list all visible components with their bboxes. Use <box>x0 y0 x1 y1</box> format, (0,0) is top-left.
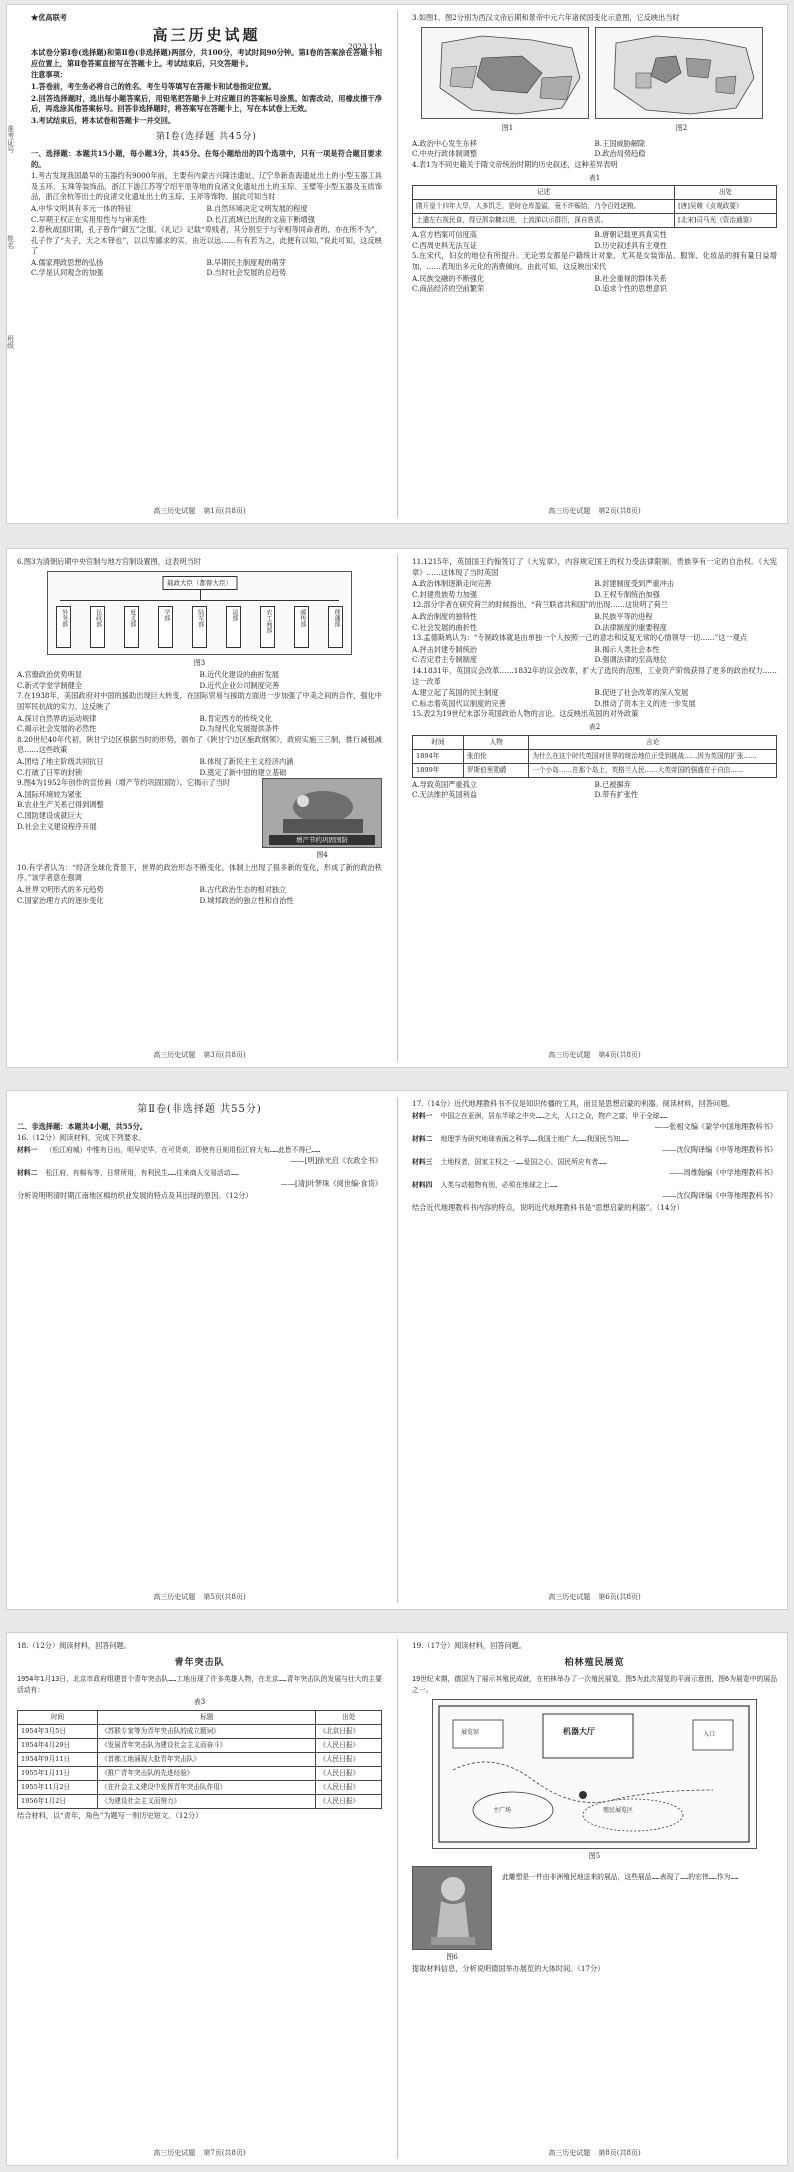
option: D.法律制度的重要程度 <box>594 622 667 632</box>
option: D.追求个性的思想意识 <box>594 284 667 294</box>
ministry-box: 民政部 <box>90 606 105 648</box>
option: A.政治制度的独特性 <box>412 611 477 621</box>
material: 材料一 （松江府城）中惟有日出，明早完毕，在可货卖，即使有日则用松江府大布……此皆不得已…… <box>17 1145 321 1154</box>
material-source: ——沈仪陶译编《中等地理教科书》 <box>661 1191 777 1201</box>
sheet-1 <box>6 4 788 524</box>
question-8-stem: 8.20世纪40年代初，陕甘宁边区根据当时的形势，颁布了《陕甘宁边区施政纲领》，政府实施三三制，推行减租减息……这些政策 <box>17 734 382 755</box>
option: B.肯定西方的传统文化 <box>199 713 272 723</box>
material-source: ——[清]叶梦珠《阅世编·食货》 <box>280 1179 382 1189</box>
ministry-box: 农工商部 <box>260 606 275 648</box>
option: A.团结了地主阶级共同抗日 <box>17 756 104 766</box>
side-label-exam-no: 准考证号 <box>7 125 15 153</box>
option: A.世界文明形式的多元趋势 <box>17 884 104 894</box>
material: 材料二 松江府，有棉布等，日常所用，有利民生……往来商人交易活动…… <box>17 1168 239 1177</box>
question-5-stem: 5.在宋代，妇女的地位有所提升。无论男女都是户籍统计对象，尤其是女装饰品、服饰、化妆品的拥有量日益增加，……表现出多元化的消费倾向。由此可知，这反映出宋代 <box>412 251 777 271</box>
question-4-options <box>412 230 777 251</box>
option: D.历史叙述具有主观性 <box>594 240 667 250</box>
table-3 <box>17 1710 382 1809</box>
material-source: ——[明]徐光启《农政全书》 <box>290 1156 382 1166</box>
figure-5-caption: 图5 <box>588 1852 601 1861</box>
table-row: 上遣左右视民食，得豆屑杂糠以进，上流涕以示群臣，深自咎责。 [北宋]司马光《资治通鉴》 <box>413 214 777 228</box>
table-row: 1954年3月5日 《苏联专家等为青年突击队的成立题词》 《北京日报》 <box>18 1724 382 1738</box>
page-divider <box>397 555 398 1061</box>
page-7 <box>7 1633 392 2165</box>
option: A.官方档案可信度高 <box>412 230 477 240</box>
option: B.自然环境决定文明发展的程度 <box>206 203 308 213</box>
option: D.为现代化发展提供条件 <box>199 724 280 734</box>
table-header: 标题 <box>98 1710 316 1724</box>
question-14-options <box>412 688 777 709</box>
option: C.国防建设成就巨大 <box>17 810 83 820</box>
option: D.近代企业公司制度完善 <box>199 680 280 690</box>
question-2-options <box>31 258 382 279</box>
section-1-title: 第Ⅰ卷(选择题 共45分) <box>156 132 257 143</box>
question-11-stem: 11.1215年，英国国王约翰签订了《大宪章》，内容规定国王的权力受法律限制，贵族享有一定的自治权。《大宪章》……这体现了当时英国 <box>412 557 777 577</box>
option: C.否定君主专制制度 <box>412 655 478 665</box>
option: B.民族平等的进程 <box>594 611 653 621</box>
notice-item: 3.考试结束后，将本试卷和答题卡一并交回。 <box>31 115 176 125</box>
material: 材料四 人类与动植物有别，必须在地球之上…… <box>412 1180 558 1189</box>
option: B.促进了社会改革的深入发展 <box>594 688 689 698</box>
figure-6-description: 此雕塑是一件由非洲殖民地送来的展品，这些展品……表现了……的宏伟……作为…… <box>502 1872 739 1881</box>
option: C.封建贵族势力加强 <box>412 589 478 599</box>
section-1-intro: 一、选择题：本题共15小题，每小题3分，共45分。在每小题给出的四个选项中，只有一项是符合题目要求的。 <box>31 148 382 169</box>
question-6-stem: 6.图3为清朝后期中央官制与地方官制设置图，这表明当时 <box>17 557 201 566</box>
material-source: ——沈仪陶译编《中等地理教科书》 <box>661 1145 777 1155</box>
notice-head: 注意事项： <box>31 70 67 80</box>
ministry-box: 法部 <box>226 606 241 648</box>
material: 材料二 地理学为研究地球表面之科学……我国土地广大……我国民当知…… <box>412 1134 629 1143</box>
table-header: 人物 <box>463 735 529 749</box>
page-footer: 高三历史试题 第5页(共8页) <box>153 1593 246 1602</box>
table-2 <box>412 735 777 778</box>
question-3-options <box>412 139 777 160</box>
table-header: 出处 <box>316 1710 382 1724</box>
table-header: 时间 <box>18 1710 98 1724</box>
question-12-stem: 12.部分学者在研究荷兰的时候指出，“荷兰联省共和国”的出现……这说明了荷兰 <box>412 600 668 610</box>
question-19-task: 提取材料信息，分析说明德国举办展览的大体时间。（17分） <box>412 1964 605 1974</box>
question-11-options <box>412 579 777 600</box>
page-6 <box>402 1091 787 1609</box>
sheet-3 <box>6 1090 788 1610</box>
page-footer: 高三历史试题 第1页(共8页) <box>153 507 246 516</box>
option: D.带有扩张性 <box>594 790 639 800</box>
option: C.新式学堂学制健全 <box>17 680 83 690</box>
ministry-box: 学部 <box>158 606 173 648</box>
option: A.建立起了英国的民主制度 <box>412 688 499 698</box>
map-2 <box>595 27 769 136</box>
page-footer: 高三历史试题 第6页(共8页) <box>548 1593 641 1602</box>
option: A.抨击封建专制统治 <box>412 644 477 654</box>
question-16-task: 分析说明明清时期江南地区棉纺织业发展的特点及其出现的原因。（12分） <box>17 1190 253 1200</box>
table-1 <box>412 185 777 228</box>
question-14-stem: 14.1831年，英国议会改革……1832年的议会改革，扩大了选民的范围，工业资产阶级获得了更多的政治权力……这一改革 <box>412 665 777 686</box>
plan-label: 殖民展览区 <box>603 1807 634 1815</box>
option: A.政治体制逐渐走向完善 <box>412 579 492 589</box>
page-title: 高三历史试题 <box>152 25 261 44</box>
option: D.城邦政治的独立性和自治性 <box>199 895 294 905</box>
plan-label: 主广场 <box>493 1807 512 1815</box>
material: 材料一 中国之在亚洲，居东半球之中央……之大，人口之众，物产之富，甲于全球…… <box>412 1111 668 1120</box>
question-19-stem: 19.（17分）阅读材料，回答问题。 <box>412 1641 527 1650</box>
table-row: 隋开皇十四年大旱，人多饥乏，是时仓库盈溢，竟不许赈给，乃令百姓逐粮。 [唐]吴兢《贞观政要》 <box>413 200 777 214</box>
option: C.西周史料无法互证 <box>412 240 478 250</box>
material-intro: 19世纪末期，德国为了展示其殖民成就，在柏林举办了一次殖民展览。图5为此次展览的平面示意图，图6为展览中的展品之一。 <box>412 1675 777 1694</box>
sheet-2 <box>6 548 788 1068</box>
header-badge: ★优高联考 <box>31 13 67 22</box>
ministry-box: 邮传部 <box>294 606 309 648</box>
option: B.古代政治生态的相对独立 <box>199 884 287 894</box>
option: A.导致英国严重孤立 <box>412 779 477 789</box>
option: A.探讨自然界的运动规律 <box>17 713 97 723</box>
figure-3-caption: 图3 <box>193 658 206 667</box>
page-5 <box>7 1091 392 1609</box>
page-footer: 高三历史试题 第4页(共8页) <box>548 1051 641 1060</box>
option: B.农业生产关系已得到调整 <box>17 800 104 810</box>
option: C.揭示社会发展的必然性 <box>17 724 97 734</box>
table-row: 1955年11月2日 《在社会主义建设中发挥青年突击队作用》 《人民日报》 <box>18 1780 382 1794</box>
table-header: 时间 <box>413 735 464 749</box>
page-divider <box>397 1639 398 2159</box>
page-1 <box>7 5 392 523</box>
table-header: 出处 <box>675 186 777 200</box>
sculpture-drawing <box>413 1867 491 1949</box>
option: C.中央行政体制调整 <box>412 149 478 159</box>
option: C.国家治理方式的逐步变化 <box>17 895 104 905</box>
option: B.近代化建设的曲折发展 <box>199 670 279 680</box>
question-7-options <box>17 714 382 735</box>
table-1-caption: 表1 <box>588 173 601 182</box>
table-row: 1899年 罗斯伯里勋爵 一个小岛……在那个岛上，英格兰人民……大英帝国的强盛在于自由…… <box>413 763 777 777</box>
question-18-stem: 18.（12分）阅读材料，回答问题。 <box>17 1641 132 1650</box>
question-5-options <box>412 274 777 295</box>
notice-item: 1.答卷前，考生务必将自己的姓名、考生号等填写在答题卡和试卷指定位置。 <box>31 81 276 91</box>
question-12-options <box>412 612 777 633</box>
page-footer: 高三历史试题 第8页(共8页) <box>548 2149 641 2158</box>
question-4-stem: 4.表1为不同史籍关于隋文帝统治时期的历史叙述，这种差异表明 <box>412 159 618 169</box>
option: C.学是认同观念的加强 <box>31 268 104 278</box>
side-label-name: 姓名 <box>7 235 15 249</box>
ministry-box: 陆军部 <box>192 606 207 648</box>
page-footer: 高三历史试题 第7页(共8页) <box>153 2149 246 2158</box>
material-source: ——张相文编《蒙学中国地理教科书》 <box>654 1122 777 1132</box>
option: A.中华文明具有多元一体的特征 <box>31 203 132 213</box>
table-row: 1894年 张伯伦 为什么在这个时代英国对世界的统治地位正受到挑战……因为英国的扩张…… <box>413 749 777 763</box>
option: C.打破了日军的封锁 <box>17 767 83 777</box>
figure-4-caption: 图4 <box>316 851 328 860</box>
question-18-task: 结合材料，以“青年，角色”为题写一则历史短文。（12分） <box>17 1810 203 1820</box>
question-8-options <box>17 757 382 778</box>
plan-label: 展览馆 <box>461 1729 480 1737</box>
question-17-task: 结合近代地理教科书内容的特点，说明近代地理教科书是“思想启蒙的利器”。（14分） <box>412 1202 684 1212</box>
question-17-stem: 17.（14分）近代地理教科书不仅是知识传播的工具，而且是思想启蒙的利器。阅读材料，回答问题。 <box>412 1099 735 1108</box>
page-footer: 高三历史试题 第2页(共8页) <box>548 507 641 516</box>
option: B.已被摒弃 <box>594 779 631 789</box>
table-row: 1955年1月11日 《推广青年突击队的先进经验》 《人民日报》 <box>18 1766 382 1780</box>
sculpture-photo <box>412 1866 492 1950</box>
question-2-stem: 2.春秋战国时期，孔子曾作“御五”之服。《礼记》记载“卑贱者，其分别至于与宰相等同命者的，亦在所不为”，孔子作了“夫子，天之木铎也”，以以卑鄙求的实，由近以远……有有若为之，此便有以知，”说此可知，这反映了 <box>31 225 382 256</box>
table-3-caption: 表3 <box>193 1698 206 1707</box>
poster-banner: 增产节约巩固国防 <box>269 835 375 845</box>
table-header: 言论 <box>529 735 777 749</box>
notice-intro: 本试卷分第Ⅰ卷(选择题)和第Ⅱ卷(非选择题)两部分，共100分，考试时间90分钟。第Ⅰ卷的答案涂在答题卡相应位置上，第Ⅱ卷答案直接写在答题卡上。考试结束后，只交答题卡。 <box>31 48 382 68</box>
option: C.商品经济的空前繁荣 <box>412 284 485 294</box>
map-1-drawing <box>422 28 588 118</box>
option: A.民族交融的不断强化 <box>412 273 485 283</box>
option: B.封建制度受到严重冲击 <box>594 579 674 589</box>
option: D.长江流域已出现的文庙下断增强 <box>206 214 315 224</box>
exhibition-plan <box>432 1699 757 1849</box>
option: A.儒家理政思想的弘扬 <box>31 257 104 267</box>
map-2-caption: 图2 <box>675 124 688 133</box>
question-9-options <box>17 790 258 832</box>
figure-6-caption: 图6 <box>446 1952 458 1961</box>
exhibition-plan-drawing <box>433 1700 755 1848</box>
option: D.当时社会发展的总趋势 <box>206 268 287 278</box>
side-label-class: 班级 <box>7 335 15 349</box>
map-2-drawing <box>596 28 762 118</box>
plan-label: 入口 <box>703 1731 716 1739</box>
table-header: 记述 <box>413 186 675 200</box>
page-2 <box>402 5 787 523</box>
question-13-options <box>412 645 777 666</box>
option: C.标志着英国代议制度的完善 <box>412 698 506 708</box>
figure-6 <box>412 1866 492 1965</box>
map-1-caption: 图1 <box>501 124 514 133</box>
option: B.唐朝记载更具真实性 <box>594 230 667 240</box>
option: B.社会重视的群体关系 <box>594 273 667 283</box>
option: D.强调法律的至高地位 <box>594 655 667 665</box>
option: A.国际环境较为紧张 <box>17 789 82 799</box>
ministry-box: 理藩部 <box>328 606 343 648</box>
option: B.揭示人类社会本性 <box>594 644 660 654</box>
option: C.无法维护英国利益 <box>412 790 478 800</box>
question-16-stem: 16.（12分）阅读材料，完成下列要求。 <box>17 1133 146 1143</box>
notice-item: 2.回答选择题时，选出每小题答案后，用铅笔把答题卡上对应题目的答案标号涂黑。如需改动，用橡皮擦干净后，再选涂其他答案标号。回答非选择题时，将答案写在答题卡上，写在本试卷上无效。 <box>31 93 382 114</box>
option: B.体现了新民主主义经济内涵 <box>199 756 294 766</box>
figure-4 <box>262 778 382 863</box>
page-3 <box>7 549 392 1067</box>
page-footer: 高三历史试题 第3页(共8页) <box>153 1051 246 1060</box>
page-divider <box>397 11 398 517</box>
org-chart <box>47 571 352 655</box>
question-10-options <box>17 885 382 906</box>
material: 材料三 土地权者，国家主权之一……爱国之心，国民所应有者…… <box>412 1157 607 1166</box>
material-intro: 1954年1月13日，北京市政府组建首个青年突击队……工地出现了许多英雄人物，在北京……青年突击队的发展与壮大的主要活动有： <box>17 1675 382 1694</box>
material-source: ——周维翰编《中学地理教科书》 <box>669 1168 777 1178</box>
ministry-box: 外务部 <box>56 606 71 648</box>
sheet-4 <box>6 1632 788 2166</box>
option: D.政治局势趋稳 <box>594 149 646 159</box>
page-4 <box>402 549 787 1067</box>
question-7-stem: 7.在1938年，美国政府对中国的援助出现巨大转变，在国际贸易与援助方面进一步加强了中美之间的合作，强化中国军民抗战的实力。这反映了 <box>17 691 382 711</box>
question-6-options <box>17 670 382 691</box>
material-heading: 青年突击队 <box>174 1657 225 1668</box>
question-13-stem: 13.孟德斯鸠认为：“专制政体就是由单独一个人按照一己的意志和反复无常的心情领导一切……”这一观点 <box>412 633 748 643</box>
question-1-stem: 1.考古发现我国最早的玉器约有9000年前，主要有内蒙古兴隆洼遗址、辽宁阜新查海遗址出土的小型玉器工具及玉环、玉珠等装饰品，浙江下游江苏等宁绍平原等地的良渚文化遗址出土的玉琮、玉璧等小型玉器及玉质饰品，浙江余杭等出土的良渚文化遗址出土的玉琮、玉斧等饰物。据此可知当时 <box>31 171 382 202</box>
table-row: 1954年9月11日 《首都工地涌现大批青年突击队》 《人民日报》 <box>18 1752 382 1766</box>
page-divider <box>397 1097 398 1603</box>
table-row: 1954年4月29日 《发展青年突击队为建设社会主义而奋斗》 《人民日报》 <box>18 1738 382 1752</box>
page-8 <box>402 1633 787 2165</box>
option: A.政治中心发生东移 <box>412 138 477 148</box>
material-heading: 柏林殖民展览 <box>564 1657 625 1668</box>
option: C.社会发展的曲折性 <box>412 622 478 632</box>
section-2-intro: 二、非选择题：本题共4小题，共55分。 <box>17 1121 148 1131</box>
question-15-options <box>412 780 777 801</box>
exam-date: 2023.11 <box>348 41 378 51</box>
option: D.社会主义建设程序开展 <box>17 821 97 831</box>
question-15-stem: 15.表2为19世纪末部分英国政治人物的言论。这反映出英国的对外政策 <box>412 709 639 719</box>
propaganda-poster <box>262 778 382 848</box>
map-1 <box>421 27 595 136</box>
org-chart-top: 载政大臣（都督大臣） <box>162 576 237 591</box>
plan-label-machine-hall: 机器大厅 <box>563 1726 595 1737</box>
question-1-options <box>31 204 382 225</box>
option: D.推动了资本主义的进一步发展 <box>594 698 696 708</box>
question-10-stem: 10.有学者认为：“经济全球化背景下，世界的政治形态不断变化，体制上出现了很多新的变化，形成了新的政治秩序。”该学者意在强调 <box>17 862 382 883</box>
option: A.官僚政治优势明显 <box>17 670 82 680</box>
option: B.早期民主制度观的萌芽 <box>206 257 286 267</box>
section-2-title: 第Ⅱ卷(非选择题 共55分) <box>137 1104 262 1115</box>
option: D.王权专制统治加强 <box>594 589 660 599</box>
option: C.早期王权正在实用用性与与审美性 <box>31 214 147 224</box>
question-9-stem: 9.图4为1952年创作的宣传画（增产节约巩固国防）。它揭示了当时 <box>17 778 230 788</box>
table-2-caption: 表2 <box>588 722 601 731</box>
table-row: 1956年1月2日 《为建设社会主义而努力》 《人民日报》 <box>18 1794 382 1808</box>
option: D.奠定了新中国的建立基础 <box>199 767 287 777</box>
question-3-stem: 3.如图1、图2分别为西汉文帝后期和景帝中元六年诸侯国变化示意图，它反映出当时 <box>412 13 680 22</box>
option: B.王国威胁解除 <box>594 138 646 148</box>
ministry-box: 度支部 <box>124 606 139 648</box>
org-chart-row <box>56 606 343 648</box>
